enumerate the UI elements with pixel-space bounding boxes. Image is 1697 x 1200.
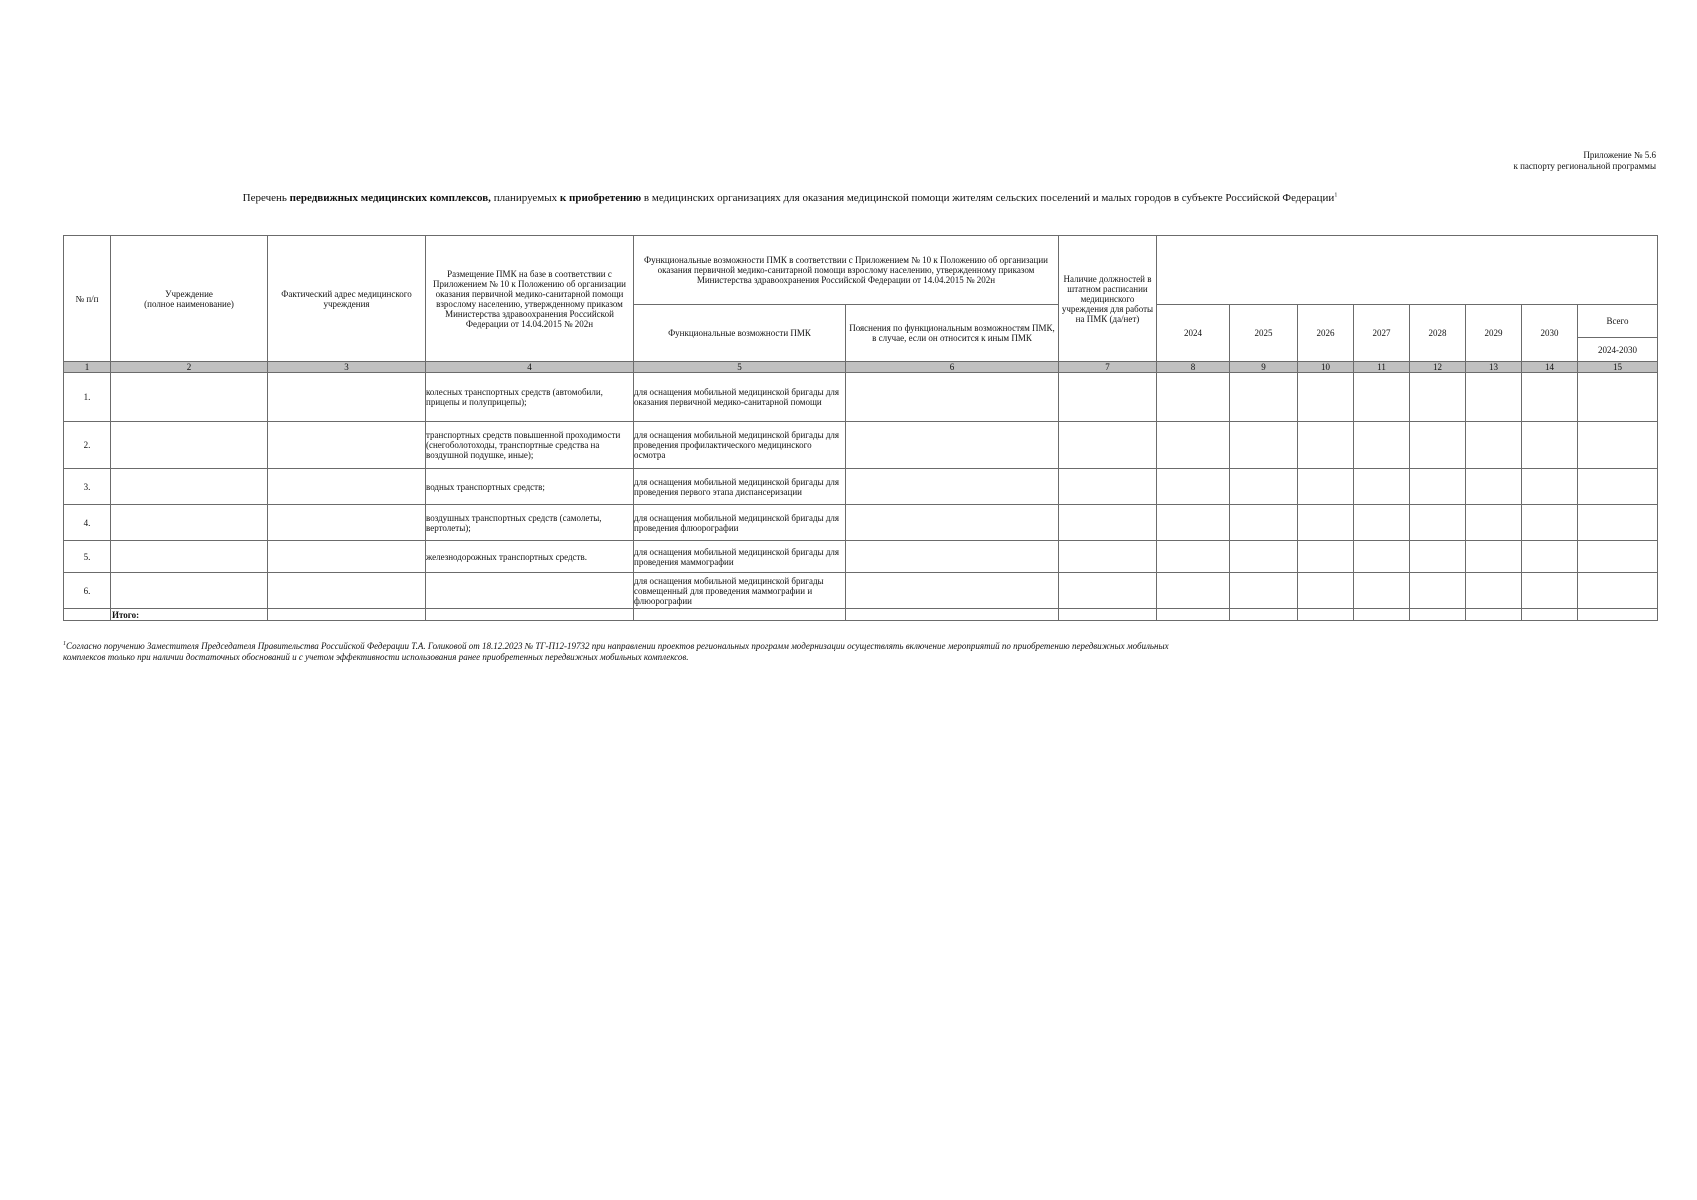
cell-year[interactable] xyxy=(1410,573,1466,609)
cell-year[interactable] xyxy=(1230,469,1298,505)
cell-staff[interactable] xyxy=(1059,573,1157,609)
column-number: 1 xyxy=(64,362,111,373)
cell-institution[interactable] xyxy=(111,422,268,469)
table-row xyxy=(64,422,1658,469)
header-institution-line1: Учреждение xyxy=(165,288,213,299)
total-cell[interactable] xyxy=(1466,609,1522,621)
cell-institution[interactable] xyxy=(111,469,268,505)
header-address: Фактический адрес медицинского учреждения xyxy=(268,236,426,362)
cell-address[interactable] xyxy=(268,573,426,609)
row-number: 1. xyxy=(64,373,111,422)
column-number: 5 xyxy=(634,362,846,373)
appendix-reference xyxy=(1513,150,1656,172)
total-cell[interactable] xyxy=(1157,609,1230,621)
cell-functional: для оснащения мобильной медицинской бригады для проведения маммографии xyxy=(634,541,846,573)
title-part-2: передвижных медицинских комплексов, xyxy=(289,192,491,204)
cell-year[interactable] xyxy=(1410,505,1466,541)
cell-address[interactable] xyxy=(268,505,426,541)
column-number: 3 xyxy=(268,362,426,373)
cell-total[interactable] xyxy=(1578,422,1658,469)
column-number: 14 xyxy=(1522,362,1578,373)
total-blank xyxy=(64,609,111,621)
cell-year[interactable] xyxy=(1230,422,1298,469)
title-part-5: в медицинских организациях для оказания медицинской помощи жителям сельских поселений и малых городов в субъекте Российской Федерации xyxy=(641,192,1335,204)
total-cell[interactable] xyxy=(1578,609,1658,621)
cell-year[interactable] xyxy=(1354,422,1410,469)
cell-total[interactable] xyxy=(1578,373,1658,422)
cell-address[interactable] xyxy=(268,422,426,469)
cell-year[interactable] xyxy=(1410,422,1466,469)
cell-year[interactable] xyxy=(1354,469,1410,505)
column-number: 7 xyxy=(1059,362,1157,373)
header-total: Всего xyxy=(1578,305,1658,338)
title-part-4: к приобретению xyxy=(559,192,642,204)
header-year-2028: 2028 xyxy=(1410,305,1466,362)
cell-placement: транспортных средств повышенной проходимости (снегоболотоходы, транспортные средства на воздушной подушке, иные); xyxy=(426,422,634,469)
cell-placement: колесных транспортных средств (автомобили, прицепы и полуприцепы); xyxy=(426,373,634,422)
header-years-group xyxy=(1157,236,1658,305)
row-number: 3. xyxy=(64,469,111,505)
cell-address[interactable] xyxy=(268,373,426,422)
cell-year[interactable] xyxy=(1230,573,1298,609)
total-cell[interactable] xyxy=(846,609,1059,621)
total-cell[interactable] xyxy=(268,609,426,621)
header-year-2030: 2030 xyxy=(1522,305,1578,362)
footnote-text: Согласно поручению Заместителя Председателя Правительства Российской Федерации Т.А. Голиковой от 18.12.2023 № ТГ-П12-19732 при направлении проектов региональных программ модернизации осуществлять включение мероприятий по приобретению передвижных мобильных комплексов только при наличии достаточных обоснований и с учетом эффективности использования ранее приобретенных передвижных мобильных комплексов. xyxy=(63,641,1169,662)
row-number: 5. xyxy=(64,541,111,573)
column-number: 13 xyxy=(1466,362,1522,373)
cell-year[interactable] xyxy=(1354,541,1410,573)
table-row xyxy=(64,541,1658,573)
cell-placement: водных транспортных средств; xyxy=(426,469,634,505)
header-explanation: Пояснения по функциональным возможностям ПМК, в случае, если он относится к иным ПМК xyxy=(846,305,1059,362)
column-number: 4 xyxy=(426,362,634,373)
header-year-2026: 2026 xyxy=(1298,305,1354,362)
total-cell[interactable] xyxy=(1522,609,1578,621)
cell-total[interactable] xyxy=(1578,573,1658,609)
cell-year[interactable] xyxy=(1298,541,1354,573)
total-label: Итого: xyxy=(111,609,268,621)
cell-year[interactable] xyxy=(1466,422,1522,469)
cell-functional: для оснащения мобильной медицинской бригады совмещенный для проведения маммографии и флюорографии xyxy=(634,573,846,609)
header-year-2027: 2027 xyxy=(1354,305,1410,362)
title-footnote-mark: 1 xyxy=(1334,192,1338,199)
cell-explanation[interactable] xyxy=(846,505,1059,541)
cell-year[interactable] xyxy=(1354,373,1410,422)
cell-year[interactable] xyxy=(1522,541,1578,573)
column-number: 6 xyxy=(846,362,1059,373)
table-row xyxy=(64,469,1658,505)
cell-explanation[interactable] xyxy=(846,573,1059,609)
cell-institution[interactable] xyxy=(111,573,268,609)
cell-year[interactable] xyxy=(1466,573,1522,609)
cell-year[interactable] xyxy=(1410,541,1466,573)
title-part-3: планируемых xyxy=(490,192,560,204)
cell-year[interactable] xyxy=(1157,573,1230,609)
cell-explanation[interactable] xyxy=(846,541,1059,573)
cell-year[interactable] xyxy=(1298,469,1354,505)
header-staff: Наличие должностей в штатном расписании медицинского учреждения для работы на ПМК (да/нет) xyxy=(1059,236,1157,362)
cell-year[interactable] xyxy=(1230,541,1298,573)
cell-total[interactable] xyxy=(1578,505,1658,541)
cell-placement: воздушных транспортных средств (самолеты, вертолеты); xyxy=(426,505,634,541)
total-cell[interactable] xyxy=(634,609,846,621)
cell-address[interactable] xyxy=(268,541,426,573)
column-number: 8 xyxy=(1157,362,1230,373)
cell-year[interactable] xyxy=(1410,469,1466,505)
title-part-1: Перечень xyxy=(242,192,290,204)
header-year-2024: 2024 xyxy=(1157,305,1230,362)
table-row xyxy=(64,505,1658,541)
cell-year[interactable] xyxy=(1230,505,1298,541)
cell-institution[interactable] xyxy=(111,505,268,541)
total-cell[interactable] xyxy=(426,609,634,621)
cell-year[interactable] xyxy=(1157,541,1230,573)
cell-institution[interactable] xyxy=(111,373,268,422)
cell-staff[interactable] xyxy=(1059,541,1157,573)
appendix-program: к паспорту региональной программы xyxy=(1513,161,1656,171)
appendix-number: Приложение № 5.6 xyxy=(1583,150,1656,160)
row-number: 4. xyxy=(64,505,111,541)
column-number: 9 xyxy=(1230,362,1298,373)
cell-year[interactable] xyxy=(1466,505,1522,541)
total-cell[interactable] xyxy=(1059,609,1157,621)
cell-year[interactable] xyxy=(1522,469,1578,505)
header-functional: Функциональные возможности ПМК xyxy=(634,305,846,362)
cell-year[interactable] xyxy=(1157,422,1230,469)
cell-year[interactable] xyxy=(1466,373,1522,422)
cell-explanation[interactable] xyxy=(846,373,1059,422)
cell-year[interactable] xyxy=(1298,505,1354,541)
cell-institution[interactable] xyxy=(111,541,268,573)
cell-year[interactable] xyxy=(1354,505,1410,541)
cell-year[interactable] xyxy=(1298,573,1354,609)
total-cell[interactable] xyxy=(1230,609,1298,621)
cell-year[interactable] xyxy=(1354,573,1410,609)
column-number-row xyxy=(64,362,1658,373)
table-row xyxy=(64,573,1658,609)
header-institution-line2: (полное наименование) xyxy=(144,298,234,309)
header-year-2029: 2029 xyxy=(1466,305,1522,362)
header-placement: Размещение ПМК на базе в соответствии с Приложением № 10 к Положению об организации оказания первичной медико-санитарной помощи взрослому населению, утвержденному приказом Министерства здравоохранения Российской Федерации от 14.04.2015 № 202н xyxy=(426,236,634,362)
cell-year[interactable] xyxy=(1466,469,1522,505)
row-number: 6. xyxy=(64,573,111,609)
cell-functional: для оснащения мобильной медицинской бригады для проведения флюорографии xyxy=(634,505,846,541)
cell-year[interactable] xyxy=(1522,505,1578,541)
cell-year[interactable] xyxy=(1157,469,1230,505)
total-row xyxy=(64,609,1658,621)
pmk-table xyxy=(63,235,1658,621)
cell-year[interactable] xyxy=(1157,373,1230,422)
total-cell[interactable] xyxy=(1298,609,1354,621)
column-number: 15 xyxy=(1578,362,1658,373)
cell-year[interactable] xyxy=(1522,573,1578,609)
cell-staff[interactable] xyxy=(1059,505,1157,541)
total-cell[interactable] xyxy=(1354,609,1410,621)
total-cell[interactable] xyxy=(1410,609,1466,621)
cell-functional: для оснащения мобильной медицинской бригады для проведения профилактического медицинского осмотра xyxy=(634,422,846,469)
cell-total[interactable] xyxy=(1578,541,1658,573)
cell-explanation[interactable] xyxy=(846,469,1059,505)
cell-staff[interactable] xyxy=(1059,469,1157,505)
cell-year[interactable] xyxy=(1410,373,1466,422)
cell-address[interactable] xyxy=(268,469,426,505)
column-number: 10 xyxy=(1298,362,1354,373)
column-number: 11 xyxy=(1354,362,1410,373)
header-num: № п/п xyxy=(64,236,111,362)
footnote-mark: 1 xyxy=(63,641,66,647)
column-number: 12 xyxy=(1410,362,1466,373)
header-year-2025: 2025 xyxy=(1230,305,1298,362)
cell-total[interactable] xyxy=(1578,469,1658,505)
cell-functional: для оснащения мобильной медицинской бригады для оказания первичной медико-санитарной помощи xyxy=(634,373,846,422)
row-number: 2. xyxy=(64,422,111,469)
cell-placement: железнодорожных транспортных средств. xyxy=(426,541,634,573)
column-number: 2 xyxy=(111,362,268,373)
cell-year[interactable] xyxy=(1466,541,1522,573)
cell-staff[interactable] xyxy=(1059,422,1157,469)
cell-year[interactable] xyxy=(1522,422,1578,469)
header-total-range: 2024-2030 xyxy=(1578,338,1658,362)
footnote xyxy=(63,641,1183,663)
cell-year[interactable] xyxy=(1157,505,1230,541)
cell-year[interactable] xyxy=(1298,422,1354,469)
cell-functional: для оснащения мобильной медицинской бригады для проведения первого этапа диспансеризации xyxy=(634,469,846,505)
cell-staff[interactable] xyxy=(1059,373,1157,422)
cell-explanation[interactable] xyxy=(846,422,1059,469)
cell-year[interactable] xyxy=(1298,373,1354,422)
header-functional-group: Функциональные возможности ПМК в соответствии с Приложением № 10 к Положению об организации оказания первичной медико-санитарной помощи взрослому населению, утвержденному приказом Министерства здравоохранения Российской Федерации от 14.04.2015 № 202н xyxy=(634,236,1059,305)
cell-placement xyxy=(426,573,634,609)
document-title xyxy=(0,191,1580,205)
cell-year[interactable] xyxy=(1230,373,1298,422)
table-row xyxy=(64,373,1658,422)
header-institution xyxy=(111,236,268,362)
cell-year[interactable] xyxy=(1522,373,1578,422)
